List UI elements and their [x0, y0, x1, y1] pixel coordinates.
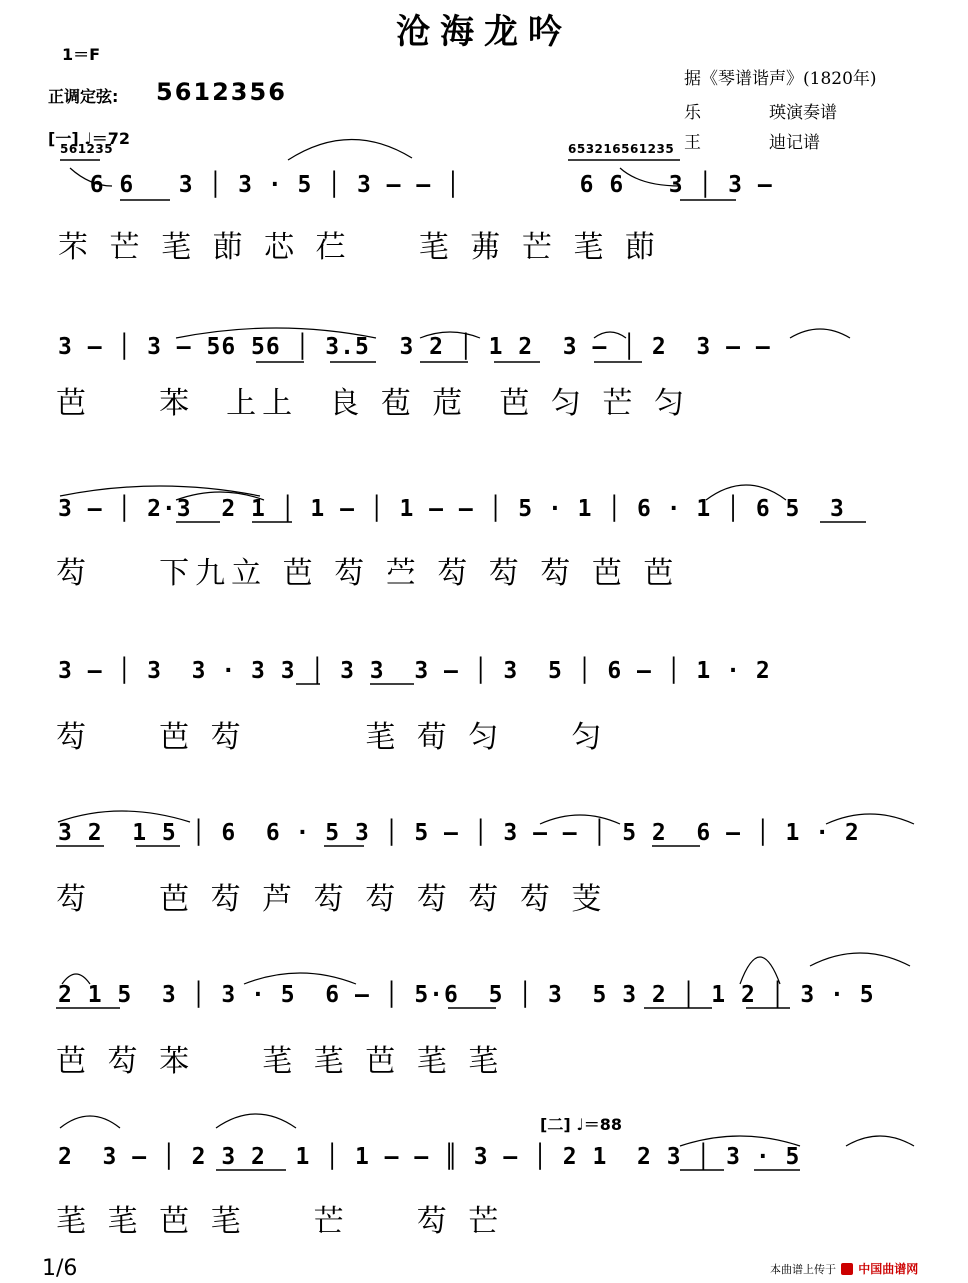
grace-notes-2: 653216561235: [568, 142, 675, 156]
section-2-label: [二]: [540, 1115, 571, 1134]
tablature-row-4: 芶 芭 芶 芼 荀 匀 匀: [56, 720, 608, 755]
tablature-row-2: 芭 苯 上上 良 苞 苊 芭 匀 芒 匀: [56, 386, 690, 421]
notation-row-6: 2 1 5 3 │ 3 · 5 6 — │ 5·6 5 │ 3 5 3 2 │ 1 2 │ 3 · 5: [58, 982, 875, 1008]
section-1-tempo: ♩＝72: [84, 129, 131, 148]
tablature-row-7: 芼 芼 芭 芼 芒 芶 芒: [56, 1204, 505, 1239]
source-credit: 据《琴谱谐声》(1820年): [684, 69, 877, 89]
notation-row-3: 3 — │ 2·3 2 1 │ 1 — │ 1 — — │ 5 · 1 │ 6 · 1 │ 6 5 3: [58, 496, 845, 522]
notation-row-4: 3 — │ 3 3 · 3 3 │ 3 3 3 — │ 3 5 │ 6 — │ 1 · 2: [58, 658, 771, 684]
tablature-row-5: 芶 芭 芶 芦 芶 芶 芶 芶 芶 芰: [56, 882, 608, 917]
section-1-label: [一]: [48, 129, 79, 148]
page-title: 沧海龙吟: [396, 12, 572, 52]
notation-row-2: 3 — │ 3 — 56 56 │ 3.5 3 2 │ 1 2 3 — │ 2 3 — —: [58, 334, 771, 360]
tuning-label: 正调定弦:: [48, 87, 119, 106]
tuning-value: 5612356: [156, 78, 287, 106]
tablature-row-6: 芭 芶 苯 芼 芼 芭 芼 芼: [56, 1044, 505, 1079]
site-name[interactable]: 中国曲谱网: [858, 1262, 919, 1276]
page-number: 1/6: [42, 1256, 78, 1281]
tablature-row-3: 芶 下九立 芭 芶 苎 芶 芶 芶 芭 芭: [56, 556, 680, 591]
transcriber-credit: 王 迪记谱: [684, 133, 820, 153]
upload-note: 本曲谱上传于: [770, 1263, 836, 1276]
key-signature: 1＝F: [62, 45, 101, 64]
notation-row-5: 3 2 1 5 │ 6 6 · 5 3 │ 5 — │ 3 — — │ 5 2 6 — │ 1 · 2: [58, 820, 860, 846]
performer-credit: 乐 瑛演奏谱: [684, 103, 837, 123]
section-2-tempo: ♩＝88: [576, 1115, 623, 1134]
notation-row-7: 2 3 — │ 2 3 2 1 │ 1 — — ║ 3 — │ 2 1 2 3 │ 3 · 5: [58, 1144, 801, 1170]
site-logo-icon: [841, 1263, 853, 1275]
tablature-row-1: 芣 芒 芼 莭 芯 芢 芼 茀 芒 芼 莭: [58, 230, 661, 265]
notation-row-1: 6 6 3 │ 3 · 5 │ 3 — — │ 6 6 3 │ 3 —: [60, 172, 773, 198]
grace-notes-1: 561235: [60, 142, 114, 156]
